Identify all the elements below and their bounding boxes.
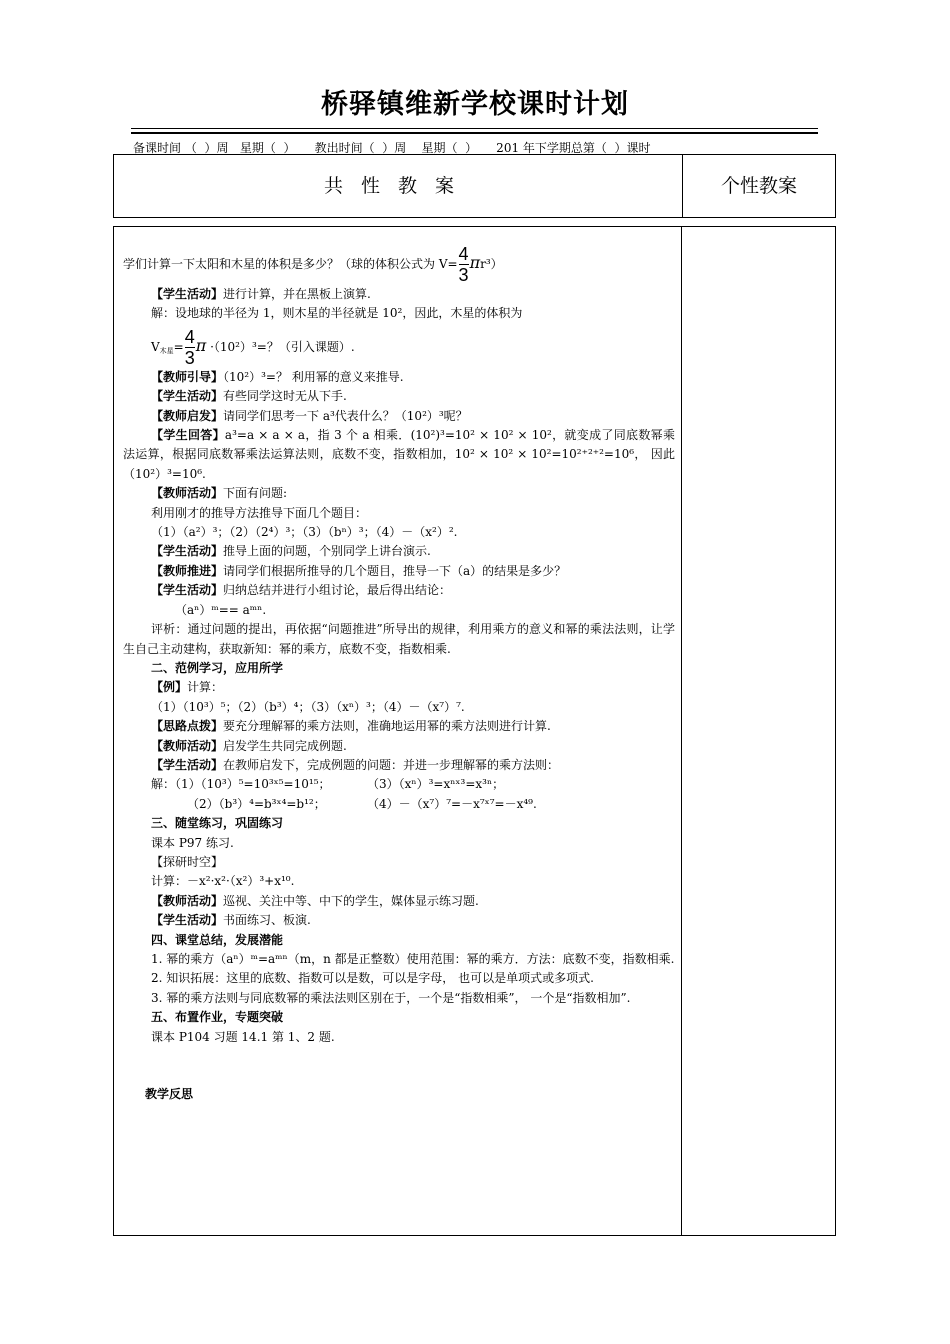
text: 要充分理解幂的乘方法则，准确地运用幂的乘方法则进行计算. (223, 719, 551, 734)
paragraph (123, 368, 675, 387)
text: 推导上面的问题，个别同学上讲台演示. (223, 544, 431, 559)
paragraph: 3. 幂的乘方法则与同底数幂的乘法法则区别在于，一个是“指数相乘”， 一个是“指数相加”. (151, 990, 631, 1005)
title-rule-thick (131, 132, 818, 134)
tag: 【学生回答】 (151, 428, 225, 443)
text: 巡视、关注中等、中下的学生，媒体显示练习题. (223, 893, 479, 908)
jupiter-volume-rest: ·（10²）³=？（引入课题）. (206, 339, 355, 354)
paragraph: （1）（10³）⁵；（2）（b³）⁴；（3）（xⁿ）³；（4）－（x⁷）⁷. (151, 699, 465, 714)
fraction-numerator: 4 (184, 326, 195, 347)
text: 请同学们根据所推导的几个题目，推导一下（a）的结果是多少？ (223, 563, 567, 578)
pi-symbol: π (469, 253, 481, 272)
tag: 【学生活动】 (151, 544, 224, 559)
paragraph: 利用刚才的推导方法推导下面几个题目： (151, 505, 368, 520)
text: 请同学们思考一下 a³代表什么？（10²）³呢？ (223, 408, 468, 423)
solution-item: 解：（1）（10³）⁵=10³ˣ⁵=10¹⁵； (151, 777, 331, 792)
paragraph (123, 756, 675, 775)
tag: 【思路点拨】 (151, 719, 224, 734)
section-heading: 四、课堂总结，发展潜能 (151, 932, 284, 947)
individual-plan-header: 个性教案 (720, 175, 797, 197)
schedule-info-line: 备课时间 （ ）周 星期（ ） 教出时间（ ）周 星期（ ） 201 年下学期总第（ ）课时 (133, 141, 651, 155)
paragraph: 1. 幂的乘方（aⁿ）ᵐ=aᵐⁿ（m，n 都是正整数）使用范围：幂的乘方．方法：底数不变，指数相乘. (151, 952, 675, 966)
lesson-body-table (113, 226, 836, 1236)
paragraph: 【探研时空】 (151, 854, 224, 869)
solution-row (123, 795, 675, 814)
paragraph (123, 581, 675, 600)
tag: 【学生活动】 (151, 583, 224, 598)
header-table (113, 154, 836, 218)
paragraph: （1）（a²）³；（2）（2⁴）³；（3）（bⁿ）³；（4）－（x²）². (151, 525, 458, 540)
column-divider (681, 227, 682, 1235)
page-title: 桥驿镇维新学校课时计划 (321, 89, 629, 120)
equals-sign: = (173, 339, 184, 354)
paragraph (123, 717, 675, 736)
tag: 【教师活动】 (151, 738, 224, 753)
text: 下面有问题: (223, 486, 288, 501)
paragraph (123, 285, 675, 304)
paragraph (123, 387, 675, 406)
text: 归纳总结并进行小组讨论，最后得出结论： (223, 583, 452, 598)
tag: 【学生活动】 (151, 913, 224, 928)
paragraph: 课本 P104 习题 14.1 第 1、2 题. (151, 1029, 335, 1044)
section-heading: 二、范例学习，应用所学 (151, 660, 284, 675)
common-plan-header: 共性教案 (114, 155, 683, 217)
text: a³=a × a × a，指 3 个 a 相乘．(10²)³=10² × 10² × 10²，就变成了同底数幂乘法运算，根据同底数幂乘法运算法则，底数不变，指数相加，10² × 10² × 10²=10²⁺²⁺²=10⁶， 因此（10²）³=10⁶. (123, 428, 675, 481)
tag: 【例】 (151, 680, 188, 695)
tag: 【教师活动】 (151, 893, 224, 908)
tag: 【学生活动】 (151, 389, 224, 404)
paragraph: （aⁿ）ᵐ== aᵐⁿ. (175, 602, 267, 617)
text: 计算： (187, 680, 224, 695)
volume-symbol: V (151, 339, 160, 354)
tag: 【教师推进】 (151, 563, 224, 578)
volume-question-line (123, 241, 675, 285)
paragraph (123, 484, 675, 503)
volume-question-end: r³） (480, 257, 503, 271)
paragraph: 2. 知识拓展：这里的底数、指数可以是数，可以是字母， 也可以是单项式或多项式. (151, 971, 594, 986)
tag: 【教师活动】 (151, 486, 224, 501)
paragraph: 课本 P97 练习. (151, 835, 234, 850)
paragraph (123, 542, 675, 561)
paragraph: 评析：通过问题的提出，再依据“问题推进”所导出的规律，利用乘方的意义和幂的乘法法则，让学生自己主动建构，获取新知：幂的乘方，底数不变，指数相乘. (123, 622, 675, 656)
solution-item: （4）－（x⁷）⁷=－x⁷ˣ⁷=－x⁴⁹. (367, 796, 537, 811)
common-plan-content (123, 241, 675, 1104)
paragraph (123, 737, 675, 756)
title-rule-thin (131, 128, 818, 129)
teaching-reflection-label: 教学反思 (145, 1087, 194, 1102)
solution-item: （3）（xⁿ）³=xⁿˣ³=x³ⁿ； (367, 777, 505, 792)
tag: 【教师启发】 (151, 408, 224, 423)
paragraph (123, 407, 675, 426)
tag: 【学生活动】 (151, 287, 224, 301)
paragraph: 解：设地球的半径为 1，则木星的半径就是 10²，因此，木星的体积为 (151, 306, 523, 321)
text: 在教师启发下，完成例题的问题：并进一步理解幂的乘方法则： (223, 757, 560, 772)
pi-symbol: π (195, 335, 207, 355)
volume-subscript: 木星 (159, 346, 174, 355)
fraction-four-thirds (459, 244, 469, 285)
tag: 【学生活动】 (151, 757, 224, 772)
text: 启发学生共同完成例题. (223, 738, 347, 753)
section-heading: 三、随堂练习，巩固练习 (151, 816, 284, 831)
fraction-four-thirds (185, 327, 195, 368)
text: （10²）³=？ 利用幂的意义来推导. (223, 369, 404, 384)
tag: 【教师引导】 (151, 369, 224, 384)
paragraph (123, 678, 675, 697)
text: 进行计算，并在黑板上演算. (223, 287, 371, 301)
solution-row (123, 775, 675, 794)
paragraph (123, 892, 675, 911)
fraction-denominator: 3 (184, 347, 195, 368)
solution-item: （2）（b³）⁴=b³ˣ⁴=b¹²； (187, 796, 326, 811)
volume-question-text: 学们计算一下太阳和木星的体积是多少？（球的体积公式为 V= (123, 257, 458, 271)
paragraph (123, 426, 675, 484)
text: 书面练习、板演. (223, 913, 311, 928)
fraction-denominator: 3 (458, 265, 469, 285)
fraction-numerator: 4 (458, 244, 469, 264)
text: 有些同学这时无从下手. (223, 389, 347, 404)
paragraph (123, 562, 675, 581)
paragraph (123, 911, 675, 930)
jupiter-volume-line (123, 324, 675, 368)
paragraph: 计算：－x²·x²·（x²）³+x¹⁰. (151, 874, 295, 889)
section-heading: 五、布置作业，专题突破 (151, 1010, 284, 1025)
